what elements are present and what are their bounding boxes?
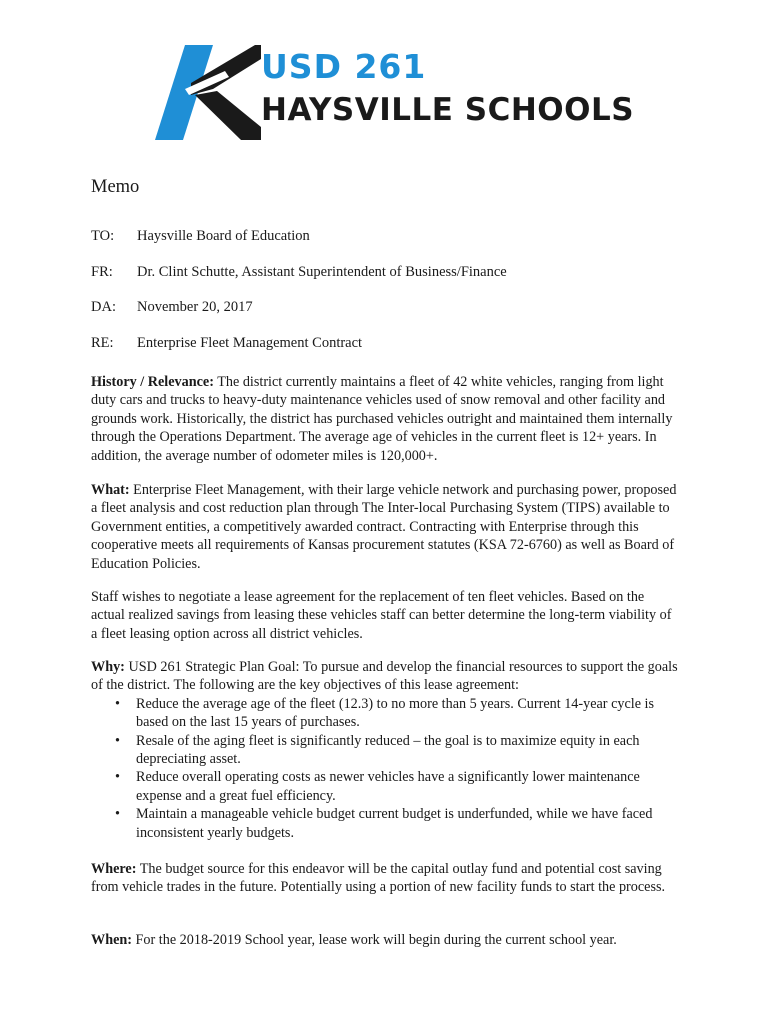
what-lead: What:: [91, 482, 130, 498]
where-paragraph: [91, 860, 681, 897]
re-field: [91, 334, 362, 352]
why-lead: Why:: [91, 659, 125, 675]
history-text: The district currently maintains a fleet of 42 white vehicles, ranging from light duty cars and trucks to heavy-duty maintenance vehicles used of snow removal and other facility and grounds work. Historically, the district has purchased vehicles outright and maintained them internally through the Operations Department. The average age of vehicles in the current fleet is 12+ years. In addition, the average number of odometer miles is 120,000+.: [91, 374, 673, 464]
haysville-logo: [155, 45, 635, 140]
when-text: For the 2018-2019 School year, lease work will begin during the current school year.: [132, 932, 617, 948]
staff-section: [91, 588, 681, 643]
why-paragraph: [91, 658, 681, 695]
list-item: [91, 768, 681, 805]
list-item: [91, 732, 681, 769]
objective-text: Reduce the average age of the fleet (12.3) to no more than 5 years. Current 14-year cycle is based on the last 15 years of purchases.: [136, 695, 655, 731]
what-text: Enterprise Fleet Management, with their large vehicle network and purchasing power, proposed a fleet analysis and cost reduction plan through The Inter-local Purchasing System (TIPS) available to Government entities, a competitively awarded contract. Contracting with Enterprise through this cooperative meets all requirements of Kansas procurement statutes (KSA 72-6760) as well as Board of Education Policies.: [91, 482, 677, 572]
bullet-icon: •: [115, 769, 120, 786]
from-label: FR:: [91, 264, 113, 280]
bullet-icon: •: [115, 695, 120, 712]
objective-text: Maintain a manageable vehicle budget current budget is underfunded, while we have faced inconsistent yearly budgets.: [136, 806, 653, 841]
when-section: [91, 931, 681, 949]
history-lead: History / Relevance:: [91, 374, 214, 390]
to-field: [91, 227, 310, 245]
objective-text: Reduce overall operating costs as newer vehicles have a significantly lower maintenance expense and a great fuel efficiency.: [136, 769, 640, 804]
where-lead: Where:: [91, 861, 137, 877]
when-lead: When:: [91, 932, 132, 948]
to-value: Haysville Board of Education: [137, 228, 310, 244]
why-section: [91, 658, 681, 842]
list-item: [91, 805, 681, 842]
where-section: [91, 860, 681, 897]
objective-text: Resale of the aging fleet is significantly reduced – the goal is to maximize equity in each depreciating asset.: [136, 732, 640, 768]
history-section: [91, 373, 681, 465]
from-value: Dr. Clint Schutte, Assistant Superintendent of Business/Finance: [137, 264, 507, 280]
logo-school-name: HAYSVILLE SCHOOLS: [261, 92, 635, 128]
to-label: TO:: [91, 228, 115, 244]
what-paragraph: [91, 481, 681, 573]
date-value: November 20, 2017: [137, 299, 253, 315]
logo-district-text: USD 261: [261, 47, 427, 86]
haysville-k-mark-icon: [155, 45, 261, 140]
bullet-icon: •: [115, 732, 120, 749]
date-label: DA:: [91, 299, 116, 315]
where-text: The budget source for this endeavor will be the capital outlay fund and potential cost saving from vehicle trades in the future. Potentially using a portion of new facility funds to start the process.: [91, 861, 666, 896]
list-item: [91, 695, 681, 732]
date-field: [91, 298, 253, 316]
bullet-icon: •: [115, 806, 120, 823]
re-label: RE:: [91, 335, 114, 351]
what-section: [91, 481, 681, 573]
staff-paragraph: Staff wishes to negotiate a lease agreement for the replacement of ten fleet vehicles. Based on the actual realized savings from leasing these vehicles staff can better determine the long-term viability of a fleet leasing option across all district vehicles.: [91, 589, 672, 642]
why-text: USD 261 Strategic Plan Goal: To pursue and develop the financial resources to support the goals of the district. The following are the key objectives of this lease agreement:: [91, 659, 678, 694]
objectives-list: [91, 695, 681, 842]
history-paragraph: [91, 373, 681, 465]
when-paragraph: [91, 931, 681, 949]
memo-title: Memo: [91, 177, 140, 197]
from-field: [91, 263, 507, 281]
re-value: Enterprise Fleet Management Contract: [137, 335, 363, 351]
